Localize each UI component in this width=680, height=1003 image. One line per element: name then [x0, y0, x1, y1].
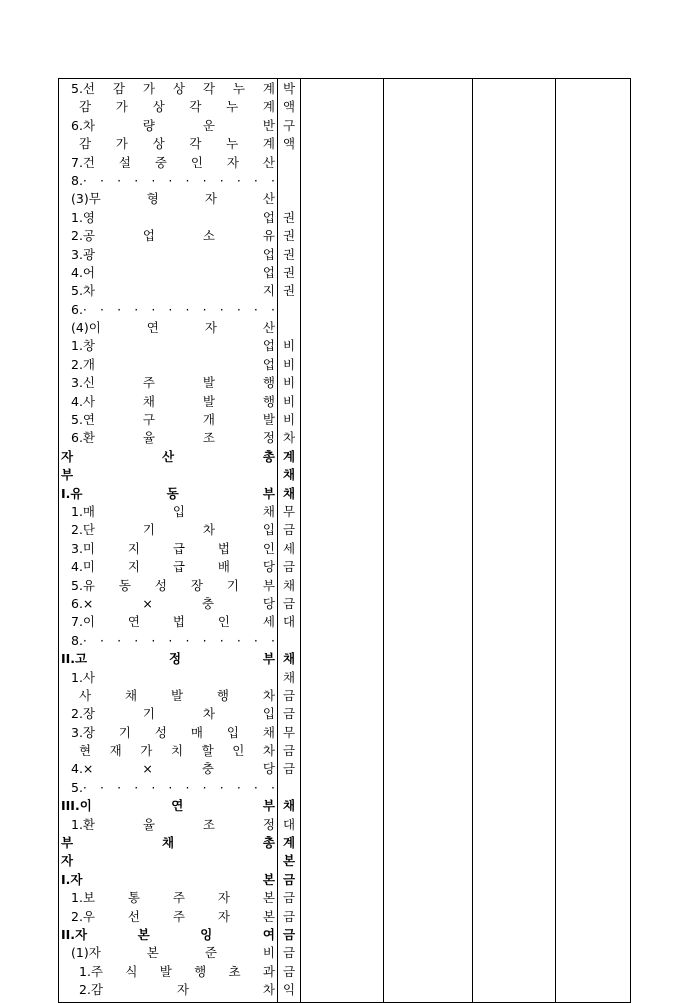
account-label: 자 — [61, 853, 74, 869]
account-label: 2.공 업 소 유 — [71, 228, 275, 244]
account-label: II.자 본 잉 여 — [61, 926, 275, 942]
table-row — [61, 797, 275, 815]
account-label-suffix — [278, 779, 300, 797]
account-label-suffix: 금 — [282, 595, 296, 611]
account-label-suffix: 금 — [282, 687, 296, 703]
account-label-suffix: 계 — [282, 448, 296, 464]
account-label: I.자 본 — [61, 871, 275, 887]
account-label: (3)무 형 자 산 — [71, 191, 275, 207]
account-label: 자 산 총 — [61, 448, 275, 464]
table-row — [61, 448, 275, 466]
account-label: 3.장 기 성 매 입 채 — [71, 724, 275, 740]
account-label: 1.환 율 조 정 — [71, 816, 275, 832]
table-row — [61, 337, 275, 355]
table-row — [61, 411, 275, 429]
account-label-suffix: 박 — [282, 81, 296, 96]
account-label-suffix: 채 — [282, 669, 296, 685]
account-label: 2.우 선 주 자 본 — [71, 908, 275, 924]
account-label-suffix: 무 — [282, 724, 296, 740]
label-rows — [59, 79, 277, 1002]
table-row — [61, 926, 275, 944]
table-row — [61, 429, 275, 447]
label-column — [59, 79, 278, 1003]
account-label: III.이 연 부 — [61, 798, 275, 814]
account-label: 3.미 지 급 법 인 — [71, 540, 275, 556]
table-row — [61, 687, 275, 705]
table-row — [61, 301, 275, 319]
account-label-suffix: 금 — [282, 945, 296, 961]
account-label: 현 재 가 치 할 인 차 — [79, 743, 275, 759]
account-label-suffix: 금 — [282, 926, 296, 942]
table-row — [61, 669, 275, 687]
account-label-suffix: 채 — [282, 798, 296, 814]
account-label-suffix — [278, 319, 300, 337]
account-label-suffix: 본 — [282, 853, 296, 869]
table-row — [61, 944, 275, 962]
account-label: 1.매 입 채 — [71, 503, 275, 519]
account-label-suffix: 금 — [282, 890, 296, 906]
table-row — [61, 393, 275, 411]
account-label: 부 — [61, 467, 74, 483]
account-label: 감 가 상 각 누 계 — [79, 136, 275, 152]
account-label: (4)이 연 자 산 — [71, 320, 275, 336]
table-row — [61, 852, 275, 870]
account-label: 8.· · · · · · · · · · · · — [71, 172, 275, 188]
table-row — [61, 742, 275, 760]
account-label-suffix — [278, 190, 300, 208]
account-label-suffix: 익 — [282, 982, 296, 998]
account-label: 6.· · · · · · · · · · · · — [71, 301, 275, 317]
account-label-suffix: 금 — [282, 963, 296, 979]
account-label: 4.× × 충 당 — [71, 761, 275, 777]
table-row — [61, 595, 275, 613]
account-label: I.유 동 부 — [61, 485, 275, 501]
table-row — [61, 540, 275, 558]
account-label: 5.유 동 성 장 기 부 — [71, 577, 275, 593]
unit-column — [278, 79, 301, 1003]
accounts-table — [58, 78, 631, 1003]
value-column-4 — [556, 79, 631, 1003]
account-label-suffix: 권 — [282, 209, 296, 225]
account-label: 1.주 식 발 행 초 과 — [79, 963, 275, 979]
table-row — [61, 264, 275, 282]
account-label-suffix: 액 — [282, 136, 296, 152]
table-row — [61, 834, 275, 852]
account-label-suffix: 채 — [282, 651, 296, 667]
table-row — [61, 466, 275, 484]
account-label-suffix: 차 — [282, 430, 296, 446]
table-row — [61, 521, 275, 539]
table-row — [61, 816, 275, 834]
account-label-suffix: 무 — [282, 503, 296, 519]
value-column-2 — [384, 79, 473, 1003]
table-row — [61, 154, 275, 172]
account-label: 3.신 주 발 행 — [71, 375, 275, 391]
table-row — [61, 135, 275, 153]
account-label: II.고 정 부 — [61, 651, 275, 667]
account-label-suffix: 비 — [282, 393, 296, 409]
account-label-suffix: 금 — [282, 706, 296, 722]
table-row — [61, 98, 275, 116]
table-row — [61, 374, 275, 392]
account-label: 3.광 업 — [71, 246, 275, 262]
table-row — [61, 613, 275, 631]
account-label-suffix: 대 — [282, 816, 296, 832]
account-label-suffix: 계 — [282, 835, 296, 851]
account-label-suffix — [278, 172, 300, 190]
table-row — [61, 779, 275, 797]
table-row — [61, 190, 275, 208]
account-label: 6.환 율 조 정 — [71, 430, 275, 446]
table-row — [61, 705, 275, 723]
account-label-suffix: 권 — [282, 246, 296, 262]
account-label: 8.· · · · · · · · · · · · — [71, 632, 275, 648]
account-label-suffix: 세 — [282, 540, 296, 556]
account-label-suffix: 금 — [282, 743, 296, 759]
table-row — [61, 246, 275, 264]
account-label: 4.어 업 — [71, 264, 275, 280]
account-label: 2.장 기 차 입 — [71, 706, 275, 722]
account-label-suffix: 채 — [282, 467, 296, 483]
account-label-suffix: 권 — [282, 264, 296, 280]
account-label: 4.미 지 급 배 당 — [71, 559, 275, 575]
account-label: 부 채 총 — [61, 835, 275, 851]
account-label: (1)자 본 준 비 — [71, 945, 275, 961]
account-label-suffix: 채 — [282, 577, 296, 593]
account-label: 4.사 채 발 행 — [71, 393, 275, 409]
table-row — [61, 485, 275, 503]
account-label-suffix — [278, 154, 300, 172]
account-label: 5.· · · · · · · · · · · · — [71, 779, 275, 795]
account-label-suffix: 금 — [282, 871, 296, 887]
table-row — [61, 577, 275, 595]
account-label-suffix: 권 — [282, 228, 296, 244]
account-label: 1.사 — [71, 669, 96, 685]
table-row — [61, 889, 275, 907]
table-row — [61, 80, 275, 98]
account-label: 1.영 업 — [71, 209, 275, 225]
table-row — [61, 981, 275, 999]
table-row — [61, 724, 275, 742]
account-label-suffix: 권 — [282, 283, 296, 299]
table-row — [61, 760, 275, 778]
account-label: 5.연 구 개 발 — [71, 412, 275, 428]
account-label: 2.감 자 차 — [79, 982, 275, 998]
table-row — [61, 558, 275, 576]
account-label-suffix — [278, 301, 300, 319]
account-label: 2.개 업 — [71, 356, 275, 372]
account-label-suffix: 금 — [282, 522, 296, 538]
table-row — [61, 908, 275, 926]
account-label-suffix: 대 — [282, 614, 296, 630]
account-label: 5.선 감 가 상 각 누 계 — [71, 81, 275, 96]
account-label-suffix: 채 — [282, 485, 296, 501]
value-column-1 — [301, 79, 384, 1003]
account-label-suffix: 비 — [282, 338, 296, 354]
table-row — [61, 319, 275, 337]
account-label: 6.차 량 운 반 — [71, 117, 275, 133]
table-row — [61, 227, 275, 245]
account-label: 2.단 기 차 입 — [71, 522, 275, 538]
unit-rows — [278, 79, 300, 1002]
table-row — [61, 282, 275, 300]
table-row — [61, 356, 275, 374]
value-column-3 — [473, 79, 556, 1003]
table-row — [61, 632, 275, 650]
account-label: 1.보 통 주 자 본 — [71, 890, 275, 906]
table-row — [61, 209, 275, 227]
account-label-suffix: 비 — [282, 375, 296, 391]
account-label: 7.이 연 법 인 세 — [71, 614, 275, 630]
table-row — [61, 117, 275, 135]
account-label-suffix: 액 — [282, 99, 296, 115]
account-label: 사 채 발 행 차 — [79, 687, 275, 703]
account-label-suffix: 비 — [282, 356, 296, 372]
account-label-suffix: 구 — [282, 117, 296, 133]
table-row — [61, 650, 275, 668]
account-label-suffix: 금 — [282, 908, 296, 924]
account-label: 6.× × 충 당 — [71, 595, 275, 611]
table-row — [61, 963, 275, 981]
table-row — [61, 172, 275, 190]
account-label: 5.차 지 — [71, 283, 275, 299]
account-label-suffix: 비 — [282, 412, 296, 428]
account-label-suffix: 금 — [282, 761, 296, 777]
account-label-suffix: 금 — [282, 559, 296, 575]
account-label: 7.건 설 중 인 자 산 — [71, 154, 275, 170]
account-label: 1.창 업 — [71, 338, 275, 354]
account-label: 감 가 상 각 누 계 — [79, 99, 275, 115]
table-row — [61, 871, 275, 889]
account-label-suffix — [278, 632, 300, 650]
table-row — [61, 503, 275, 521]
